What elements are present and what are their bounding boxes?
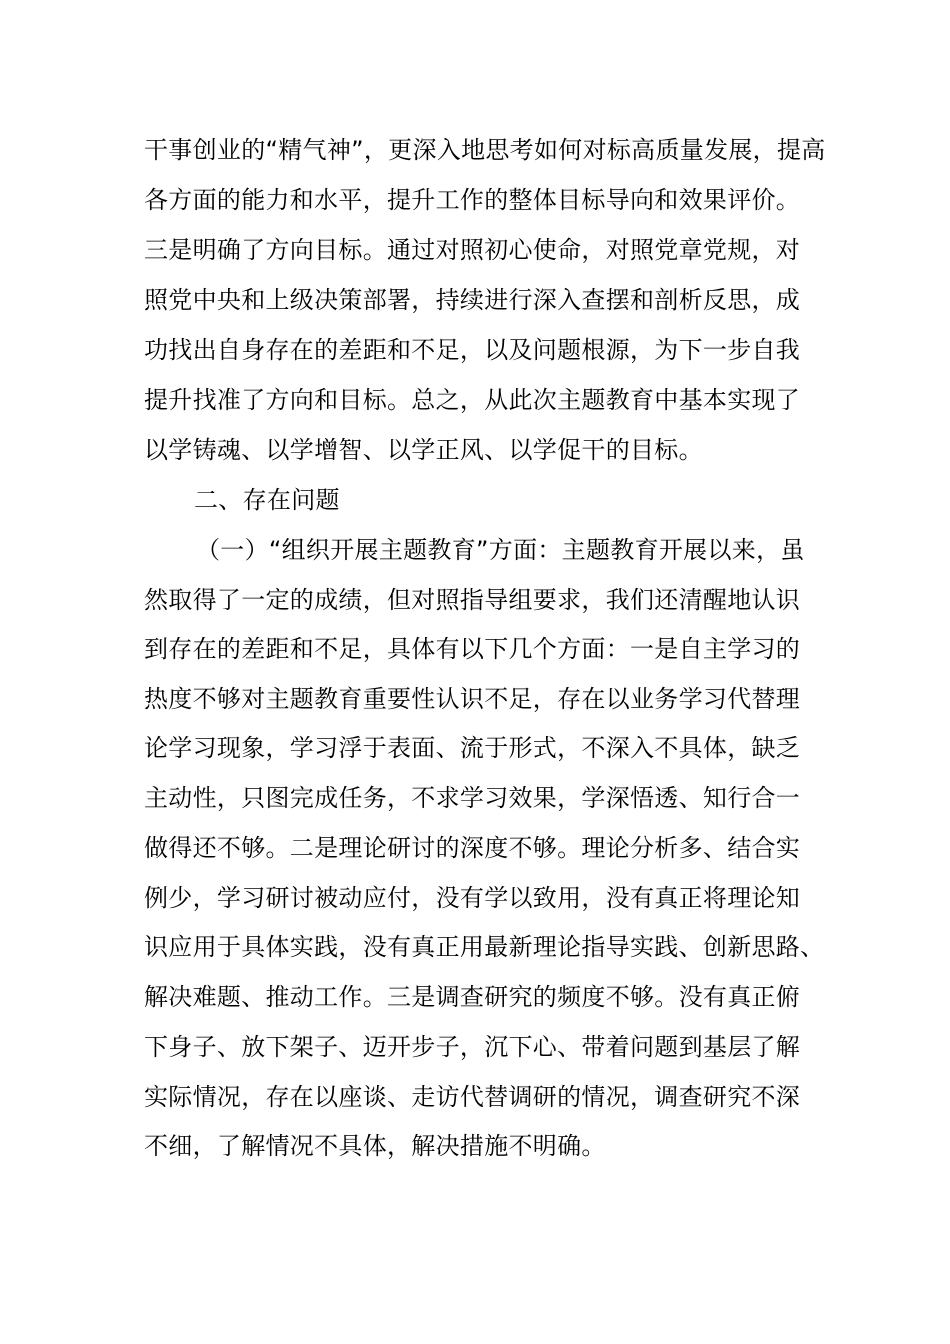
paragraph-line: 到存在的差距和不足，具体有以下几个方面：一是自主学习的 [144,635,801,663]
section-heading: 二、存在问题 [194,486,340,514]
paragraph-line: 解决难题、推动工作。三是调查研究的频度不够。没有真正俯 [144,983,801,1011]
paragraph-line: 提升找准了方向和目标。总之，从此次主题教育中基本实现了 [144,386,801,414]
paragraph-line: 做得还不够。二是理论研讨的深度不够。理论分析多、结合实 [144,834,801,862]
paragraph-line: 主动性，只图完成任务，不求学习效果，学深悟透、知行合一 [144,784,801,812]
paragraph-line: 例少，学习研讨被动应付，没有学以致用，没有真正将理论知 [144,884,801,912]
paragraph-line: 干事创业的“精气神”，更深入地思考如何对标高质量发展，提高 [144,136,826,164]
paragraph-line: 三是明确了方向目标。通过对照初心使命，对照党章党规，对 [144,236,801,264]
paragraph-line: 不细，了解情况不具体，解决措施不明确。 [144,1132,606,1160]
paragraph-line: 下身子、放下架子、迈开步子，沉下心、带着问题到基层了解 [144,1033,801,1061]
paragraph-line: 热度不够对主题教育重要性认识不足，存在以业务学习代替理 [144,685,801,713]
paragraph-line: 功找出自身存在的差距和不足，以及问题根源，为下一步自我 [144,336,801,364]
paragraph-line: 照党中央和上级决策部署，持续进行深入查摆和剖析反思，成 [144,286,801,314]
paragraph-line: 然取得了一定的成绩，但对照指导组要求，我们还清醒地认识 [144,586,801,614]
subsection-first-line: （一）“组织开展主题教育”方面：主题教育开展以来，虽 [196,536,805,564]
paragraph-line: 以学铸魂、以学增智、以学正风、以学促干的目标。 [144,436,703,464]
paragraph-line: 各方面的能力和水平，提升工作的整体目标导向和效果评价。 [144,186,801,214]
paragraph-line: 实际情况，存在以座谈、走访代替调研的情况，调查研究不深 [144,1083,801,1111]
paragraph-line: 识应用于具体实践，没有真正用最新理论指导实践、创新思路、 [144,933,825,961]
paragraph-line: 论学习现象，学习浮于表面、流于形式，不深入不具体，缺乏 [144,734,801,762]
